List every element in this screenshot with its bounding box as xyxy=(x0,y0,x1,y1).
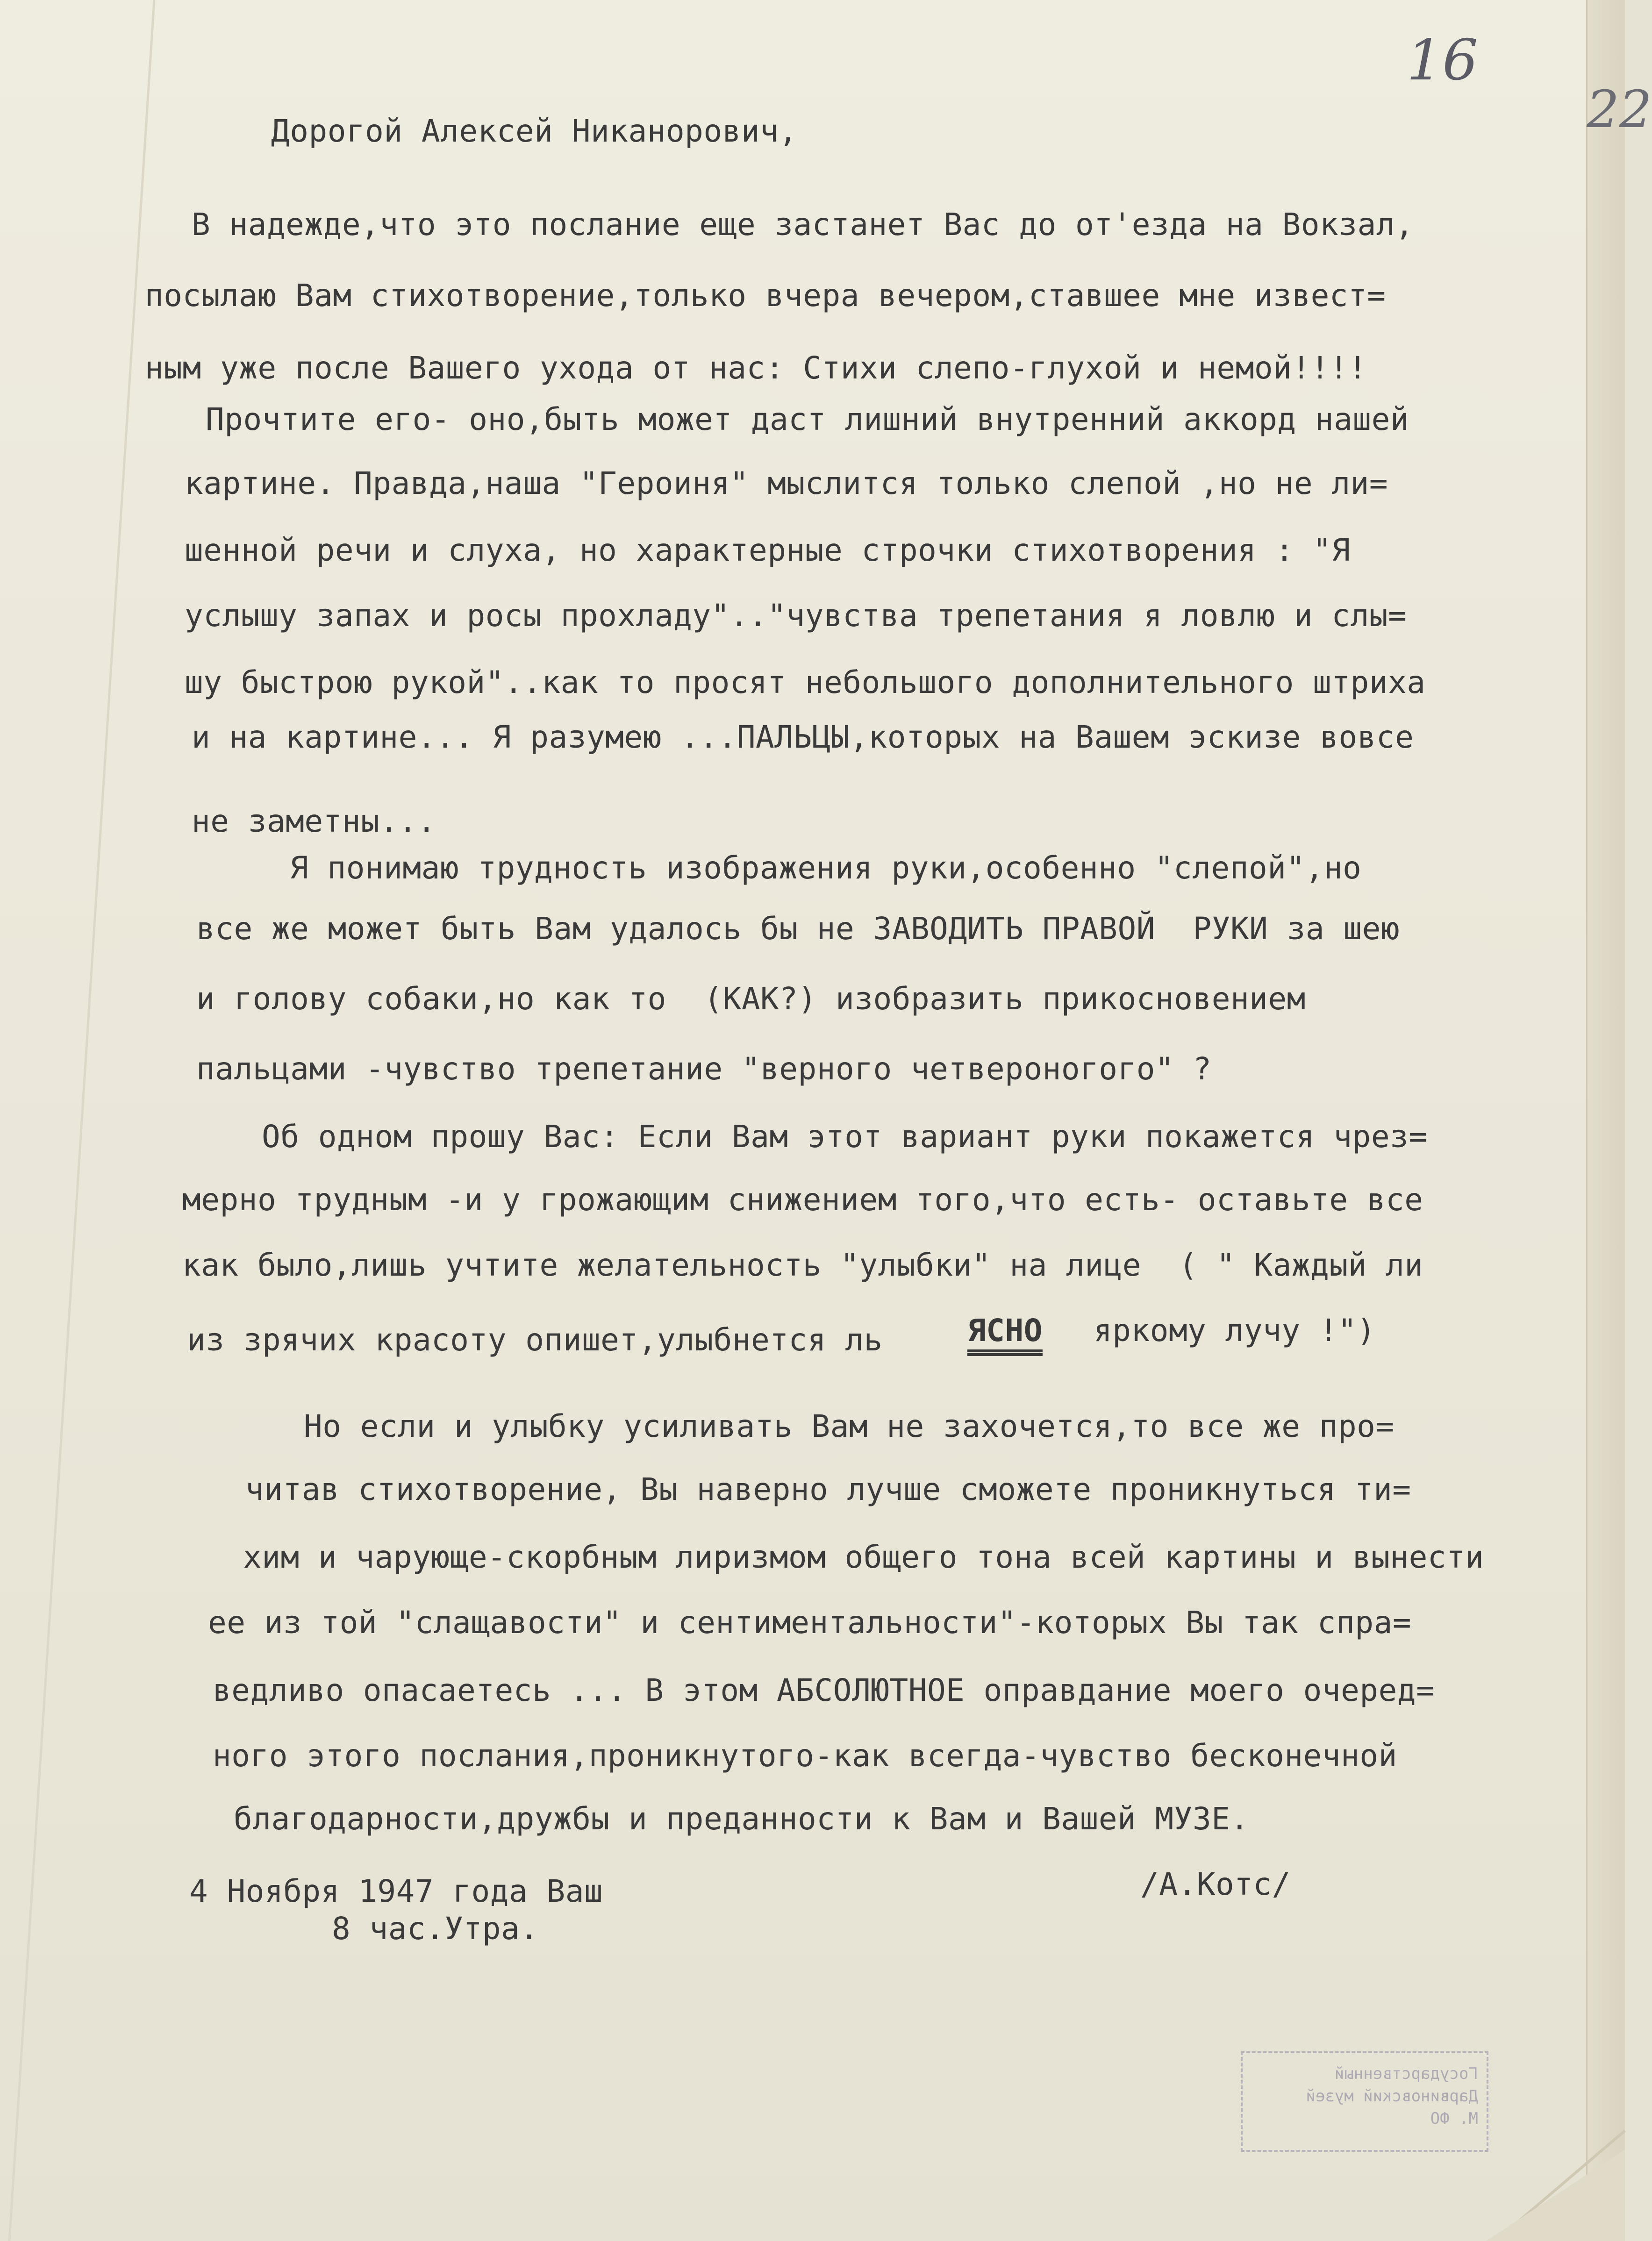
body-line: как было,лишь учтите желательность "улыбки" на лице ( " Каждый ли xyxy=(182,1247,1423,1283)
body-line: ным уже после Вашего ухода от нас: Стихи слепо-глухой и немой!!!! xyxy=(145,350,1367,386)
body-line: услышу запах и росы прохладу".."чувства трепетания я ловлю и слы= xyxy=(185,598,1407,634)
body-line: благодарности,дружбы и преданности к Вам и Вашей МУЗЕ. xyxy=(234,1801,1249,1837)
body-line: Прочтите его- оно,быть может даст лишний внутренний аккорд нашей xyxy=(206,401,1409,437)
body-line: Об одном прошу Вас: Если Вам этот вариант руки покажется чрез= xyxy=(262,1119,1428,1155)
emphasized-word: ЯСНО xyxy=(967,1313,1043,1349)
body-line: не заметны... xyxy=(192,803,436,839)
body-line: все же может быть Вам удалось бы не ЗАВОДИТЬ ПРАВОЙ РУКИ за шею xyxy=(196,911,1400,947)
body-line: из зрячих красоту опишет,улыбнется ль xyxy=(187,1322,883,1358)
stamp-line: Государственный xyxy=(1334,2064,1478,2083)
body-line: картине. Правда,наша "Героиня" мыслится только слепой ,но не ли= xyxy=(185,465,1388,501)
body-line: шенной речи и слуха, но характерные строчки стихотворения : "Я xyxy=(185,532,1351,568)
underlying-sheet-edge xyxy=(1586,0,1625,2241)
page-number-secondary: 22 xyxy=(1587,79,1652,139)
body-line: шу быстрою рукой"..как то просят небольшого дополнительного штриха xyxy=(185,664,1426,700)
body-line: Но если и улыбку усиливать Вам не захочется,то все же про= xyxy=(304,1408,1395,1444)
stamp-line: М. ФО xyxy=(1430,2109,1478,2128)
time-line: 8 час.Утра. xyxy=(332,1911,539,1947)
body-line: и голову собаки,но как то (КАК?) изобразить прикосновением xyxy=(196,981,1306,1017)
body-line: посылаю Вам стихотворение,только вчера вечером,ставшее мне извест= xyxy=(145,278,1386,314)
signature: /А.Котс/ xyxy=(1140,1866,1291,1902)
archive-stamp xyxy=(1241,2051,1488,2152)
body-line: В надежде,что это послание еще застанет Вас до от'езда на Вокзал, xyxy=(192,207,1414,243)
body-line: и на картине... Я разумею ...ПАЛЬЦЫ,которых на Вашем эскизе вовсе xyxy=(192,719,1414,755)
body-line: хим и чарующе-скорбным лиризмом общего тона всей картины и вынести xyxy=(243,1539,1484,1575)
body-line: ного этого послания,проникнутого-как всегда-чувство бесконечной xyxy=(213,1738,1397,1774)
body-line: яркому лучу !") xyxy=(1094,1313,1376,1349)
body-line: пальцами -чувство трепетание "верного четвероногого" ? xyxy=(196,1051,1212,1087)
body-line: Я понимаю трудность изображения руки,особенно "слепой",но xyxy=(290,850,1362,886)
body-line: читав стихотворение, Вы наверно лучше сможете проникнуться ти= xyxy=(245,1471,1411,1507)
date-line: 4 Ноября 1947 года Ваш xyxy=(189,1873,603,1909)
body-line: ведливо опасаетесь ... В этом АБСОЛЮТНОЕ оправдание моего очеред= xyxy=(213,1672,1435,1708)
body-line: мерно трудным -и у грожающим снижением того,что есть- оставьте все xyxy=(182,1182,1423,1218)
body-line: ее из той "слащавости" и сентиментальности"-которых Вы так спра= xyxy=(208,1605,1412,1641)
page-number-primary: 16 xyxy=(1407,28,1478,93)
salutation: Дорогой Алексей Никанорович, xyxy=(271,113,798,149)
stamp-line: Дарвиновский музей xyxy=(1306,2087,1478,2105)
